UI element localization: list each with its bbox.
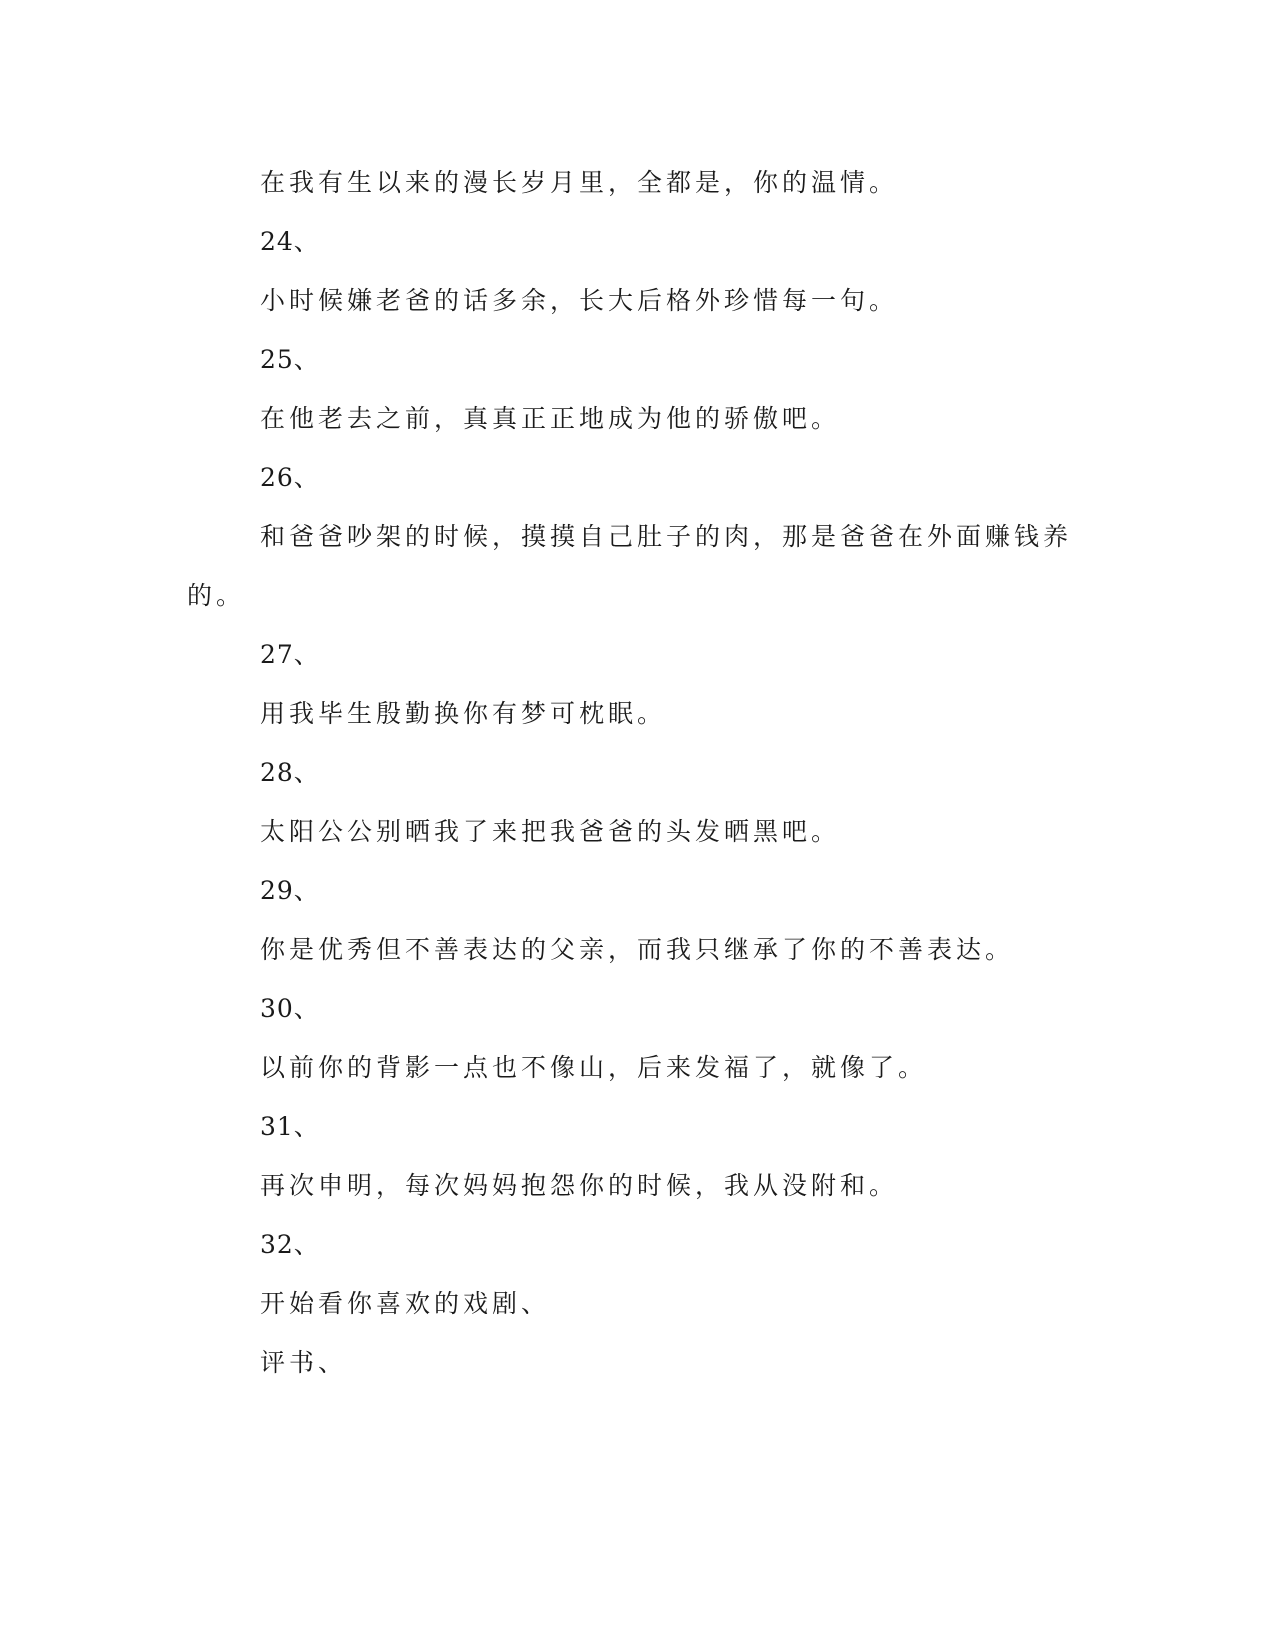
text-line: 在我有生以来的漫长岁月里，全都是，你的温情。 [260,168,899,197]
item-number: 28、 [260,758,320,787]
item-number: 26、 [260,463,320,492]
item-number: 24、 [260,227,320,256]
text-line: 在他老去之前，真真正正地成为他的骄傲吧。 [260,404,841,433]
text-line: 你是优秀但不善表达的父亲，而我只继承了你的不善表达。 [260,935,1015,964]
text-line: 和爸爸吵架的时候，摸摸自己肚子的肉，那是爸爸在外面赚钱养 [260,522,1073,551]
text-line: 以前你的背影一点也不像山，后来发福了，就像了。 [260,1053,928,1082]
text-line: 小时候嫌老爸的话多余，长大后格外珍惜每一句。 [260,286,899,315]
item-number: 29、 [260,876,320,905]
text-line: 开始看你喜欢的戏剧、 [260,1289,551,1318]
text-line: 评书、 [260,1348,348,1377]
item-number: 25、 [260,345,320,374]
item-number: 27、 [260,640,320,669]
item-number: 32、 [260,1230,320,1259]
text-line: 再次申明，每次妈妈抱怨你的时候，我从没附和。 [260,1171,899,1200]
text-line-continuation: 的。 [187,581,246,610]
item-number: 31、 [260,1112,320,1141]
text-line: 太阳公公别晒我了来把我爸爸的头发晒黑吧。 [260,817,841,846]
text-line: 用我毕生殷勤换你有梦可枕眠。 [260,699,667,728]
item-number: 30、 [260,994,320,1023]
